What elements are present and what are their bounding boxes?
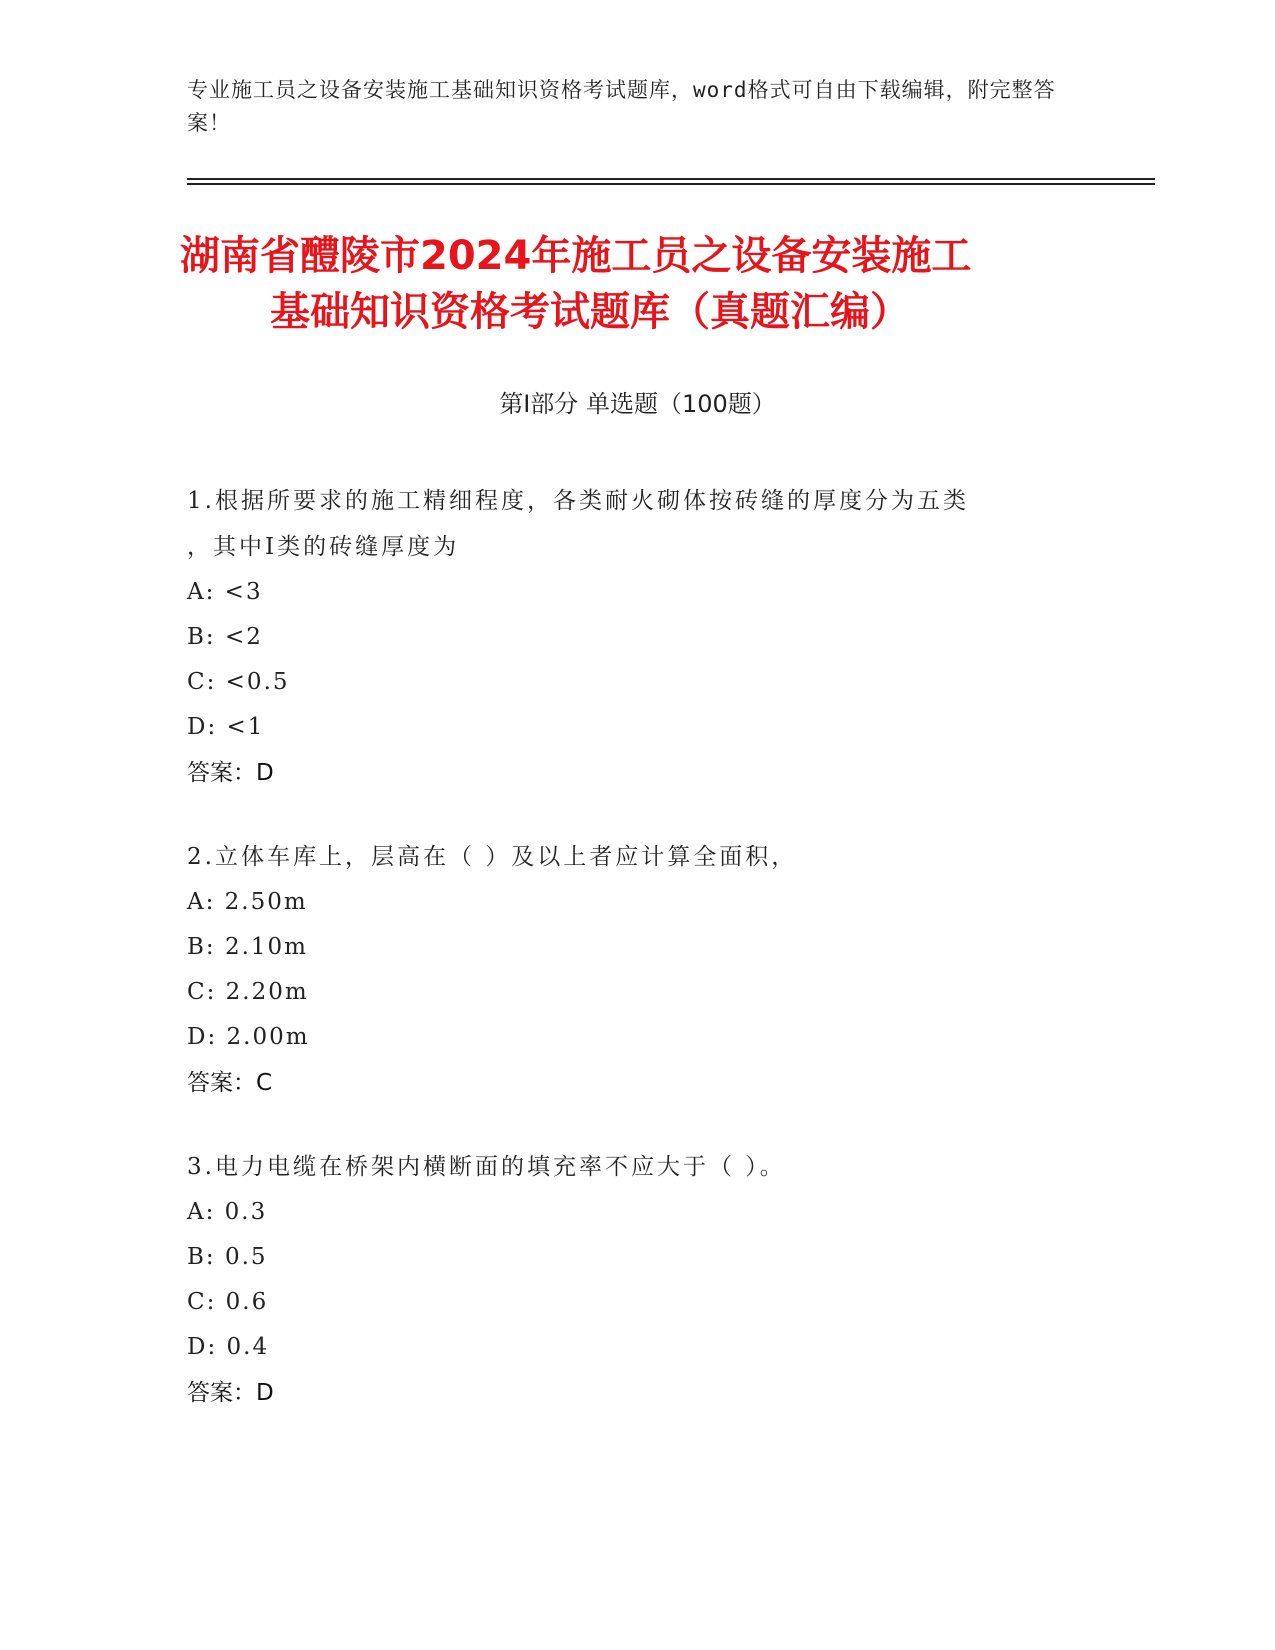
answer-text: 答案：D: [187, 760, 274, 786]
header-note: 专业施工员之设备安装施工基础知识资格考试题库，word格式可自由下载编辑，附完整答案！: [187, 78, 1056, 135]
answer-text: 答案：D: [187, 1380, 274, 1406]
document-title-line-1: 湖南省醴陵市2024年施工员之设备安装施工: [180, 233, 972, 279]
option-a: A: <3: [187, 579, 263, 605]
document-title-line-2: 基础知识资格考试题库（真题汇编）: [270, 289, 910, 335]
question-text-line-1: 3.电力电缆在桥架内横断面的填充率不应大于（ ）。: [187, 1154, 786, 1180]
header-divider-top: [187, 178, 1155, 180]
section-heading: 第I部分 单选题（100题）: [499, 390, 776, 418]
question-item: [187, 478, 1087, 796]
option-b: B: <2: [187, 624, 263, 650]
option-d: D: 0.4: [187, 1334, 270, 1360]
option-c: C: 2.20m: [187, 979, 309, 1005]
question-text-line-1: 2.立体车库上，层高在（ ）及以上者应计算全面积，: [187, 844, 798, 870]
option-c: C: <0.5: [187, 669, 290, 695]
question-text-line-1: 1.根据所要求的施工精细程度，各类耐火砌体按砖缝的厚度分为五类: [187, 488, 969, 514]
option-b: B: 0.5: [187, 1244, 268, 1270]
question-item: [187, 834, 1087, 1106]
question-item: [187, 1144, 1087, 1416]
question-text-line-2: ，其中I类的砖缝厚度为: [187, 534, 460, 560]
option-c: C: 0.6: [187, 1289, 269, 1315]
header-divider-bottom: [187, 183, 1155, 185]
option-d: D: 2.00m: [187, 1024, 310, 1050]
option-d: D: <1: [187, 714, 265, 740]
question-list: [187, 478, 1087, 1454]
option-b: B: 2.10m: [187, 934, 308, 960]
option-a: A: 0.3: [187, 1199, 268, 1225]
answer-text: 答案：C: [187, 1070, 273, 1096]
option-a: A: 2.50m: [187, 889, 308, 915]
document-title: [180, 228, 1100, 340]
